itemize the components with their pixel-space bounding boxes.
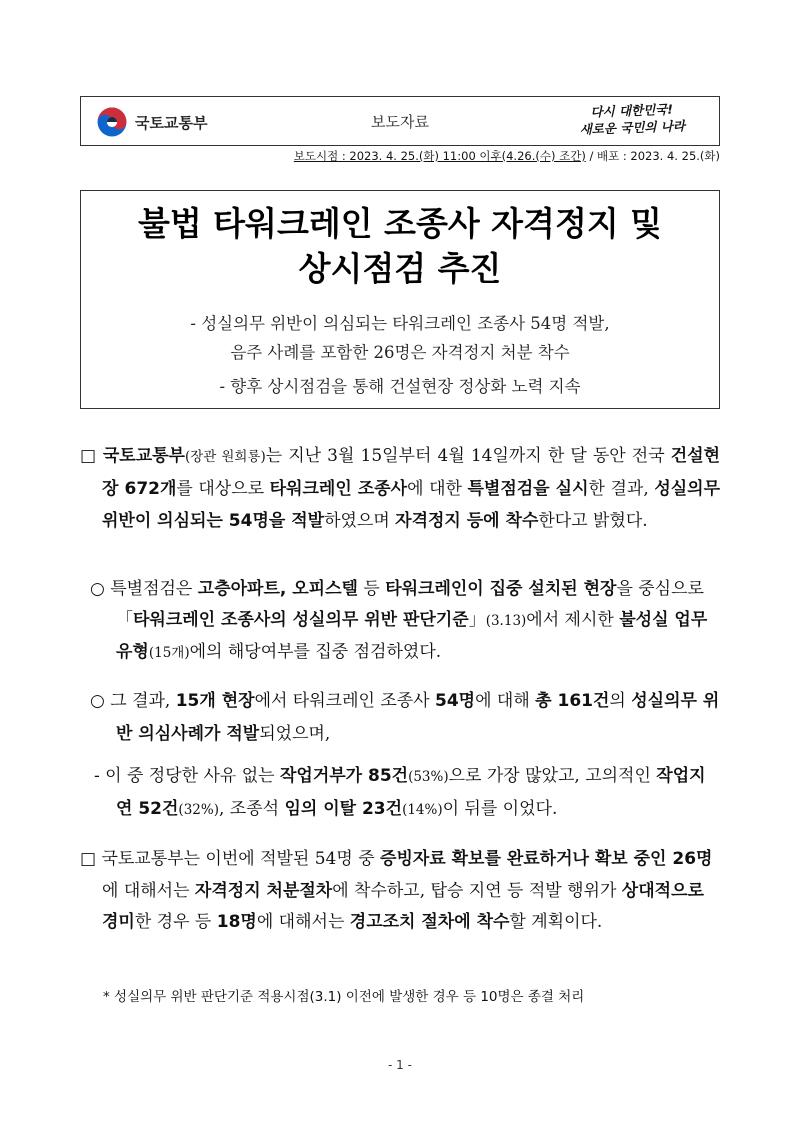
text: 한다고 밝혔다.	[538, 511, 648, 531]
text: 에 착수하고, 탑승 지연 등 적발 행위가	[332, 880, 622, 901]
subheadline-3: - 향후 상시점검을 통해 건설현장 정상화 노력 지속	[219, 377, 581, 396]
aside: (32%)	[178, 802, 219, 818]
emphasis: 타워크레인 조종사	[269, 479, 408, 499]
headline	[81, 201, 719, 291]
text: 」	[468, 610, 486, 630]
paragraph-1	[80, 440, 720, 537]
text: 에서 제시한	[526, 610, 620, 630]
subheadline-1: - 성실의무 위반이 의심되는 타워크레인 조종사 54명 적발,	[190, 314, 610, 333]
press-release-header	[80, 96, 720, 146]
text: 에 대해	[475, 691, 536, 711]
text: , 조종석	[218, 799, 285, 819]
bullet-circle: ○ 특별점검은	[90, 579, 198, 599]
emphasis: 15개 현장	[175, 691, 255, 711]
text: 을 중심으로 「	[116, 579, 704, 630]
page-number: - 1 -	[388, 1058, 412, 1072]
text: 한 결과,	[588, 479, 655, 499]
emphasis: 작업거부가 85건	[279, 766, 409, 786]
slogan-line-2: 새로운 국민의 나라	[579, 118, 686, 137]
bullet-square: □ 국토교통부는 이번에 적발된 54명 중	[80, 849, 381, 869]
emphasis: 자격정지 처분절차	[194, 880, 333, 901]
document-type: 보도자료	[371, 113, 429, 131]
text: 되었으며,	[259, 724, 331, 744]
distribution-date: / 배포 : 2023. 4. 25.(화)	[585, 149, 720, 163]
emphasis: 상대적으로 경미	[102, 880, 704, 932]
text: 의	[609, 691, 632, 711]
text: 에 대해서는	[256, 912, 350, 932]
emphasis: 타워크레인 조종사의 성실의무 위반 판단기준	[133, 610, 469, 630]
headline-line-1: 불법 타워크레인 조종사 자격정지 및	[137, 204, 663, 243]
release-info	[294, 148, 720, 164]
emphasis: 특별점검을 실시	[467, 479, 589, 499]
slogan-handwriting	[556, 99, 707, 138]
emphasis: 국토교통부	[102, 446, 185, 466]
text: 이 뒤를 이었다.	[442, 799, 558, 819]
emphasis: 작업지연 52건	[116, 766, 706, 819]
aside: (53%)	[408, 769, 449, 785]
text: 등	[357, 579, 386, 599]
text: 한 경우 등	[134, 912, 217, 932]
subheadline-2: 음주 사례를 포함한 26명은 자격정지 처분 착수	[230, 343, 570, 362]
text: 으로 가장 많았고, 고의적인	[448, 766, 657, 786]
text: 에서 타워크레인 조종사	[254, 691, 435, 711]
emphasis: 성실의무 위반이 의심되는 54명을 적발	[102, 479, 721, 531]
emphasis: 건설현장 672개	[102, 446, 721, 499]
bullet-circle: ○ 그 결과,	[90, 691, 176, 711]
paragraph-4	[80, 760, 720, 826]
text: 할 계획이다.	[509, 912, 603, 932]
emphasis: 타워크레인이 집중 설치된 현장	[385, 579, 617, 599]
emphasis: 자격정지 등에 착수	[395, 511, 539, 531]
text: 에의 해당여부를 집중 점검하였다.	[189, 642, 442, 662]
aside: (15개)	[148, 645, 190, 661]
footnote: * 성실의무 위반 판단기준 적용시점(3.1) 이전에 발생한 경우 등 10명은 종결 처리	[103, 989, 585, 1005]
paragraph-2	[80, 574, 720, 669]
paragraph-5	[80, 844, 720, 939]
emphasis: 54명	[435, 691, 476, 711]
headline-box	[80, 190, 720, 409]
aside: (3.13)	[485, 613, 527, 629]
emphasis: 경고조치 절차에 착수	[349, 912, 510, 932]
text: 에 대해서는	[102, 880, 195, 901]
emphasis: 불성실 업무 유형	[116, 610, 708, 662]
emphasis: 총 161건	[535, 691, 610, 711]
emphasis: 임의 이탈 23건	[284, 799, 403, 819]
text: 하였으며	[324, 511, 396, 531]
headline-line-2: 상시점검 추진	[298, 249, 502, 288]
emphasis: 고층아파트, 오피스텔	[197, 579, 358, 599]
bullet-square: □	[80, 446, 103, 466]
slogan-line-1: 다시 대한민국!	[590, 101, 674, 120]
emphasis: 18명	[216, 912, 257, 932]
aside: (장관 원희룡)	[184, 449, 266, 465]
aside: (14%)	[402, 802, 443, 818]
text: 는 지난 3월 15일부터 4월 14일까지 한 달 동안 전국	[265, 446, 671, 466]
paragraph-3	[80, 685, 720, 751]
emphasis: 성실의무 위반 의심사례가 적발	[116, 691, 720, 744]
ministry-name: 국토교통부	[135, 113, 208, 132]
emphasis: 증빙자료 확보를 완료하거나 확보 중인 26명	[380, 849, 713, 869]
text: 에 대한	[407, 479, 468, 499]
embargo-time: 보도시점 : 2023. 4. 25.(화) 11:00 이후(4.26.(수) 조간)	[293, 149, 586, 163]
bullet-dash: - 이 중 정당한 사유 없는	[94, 766, 280, 786]
text: 를 대상으로	[176, 479, 270, 499]
